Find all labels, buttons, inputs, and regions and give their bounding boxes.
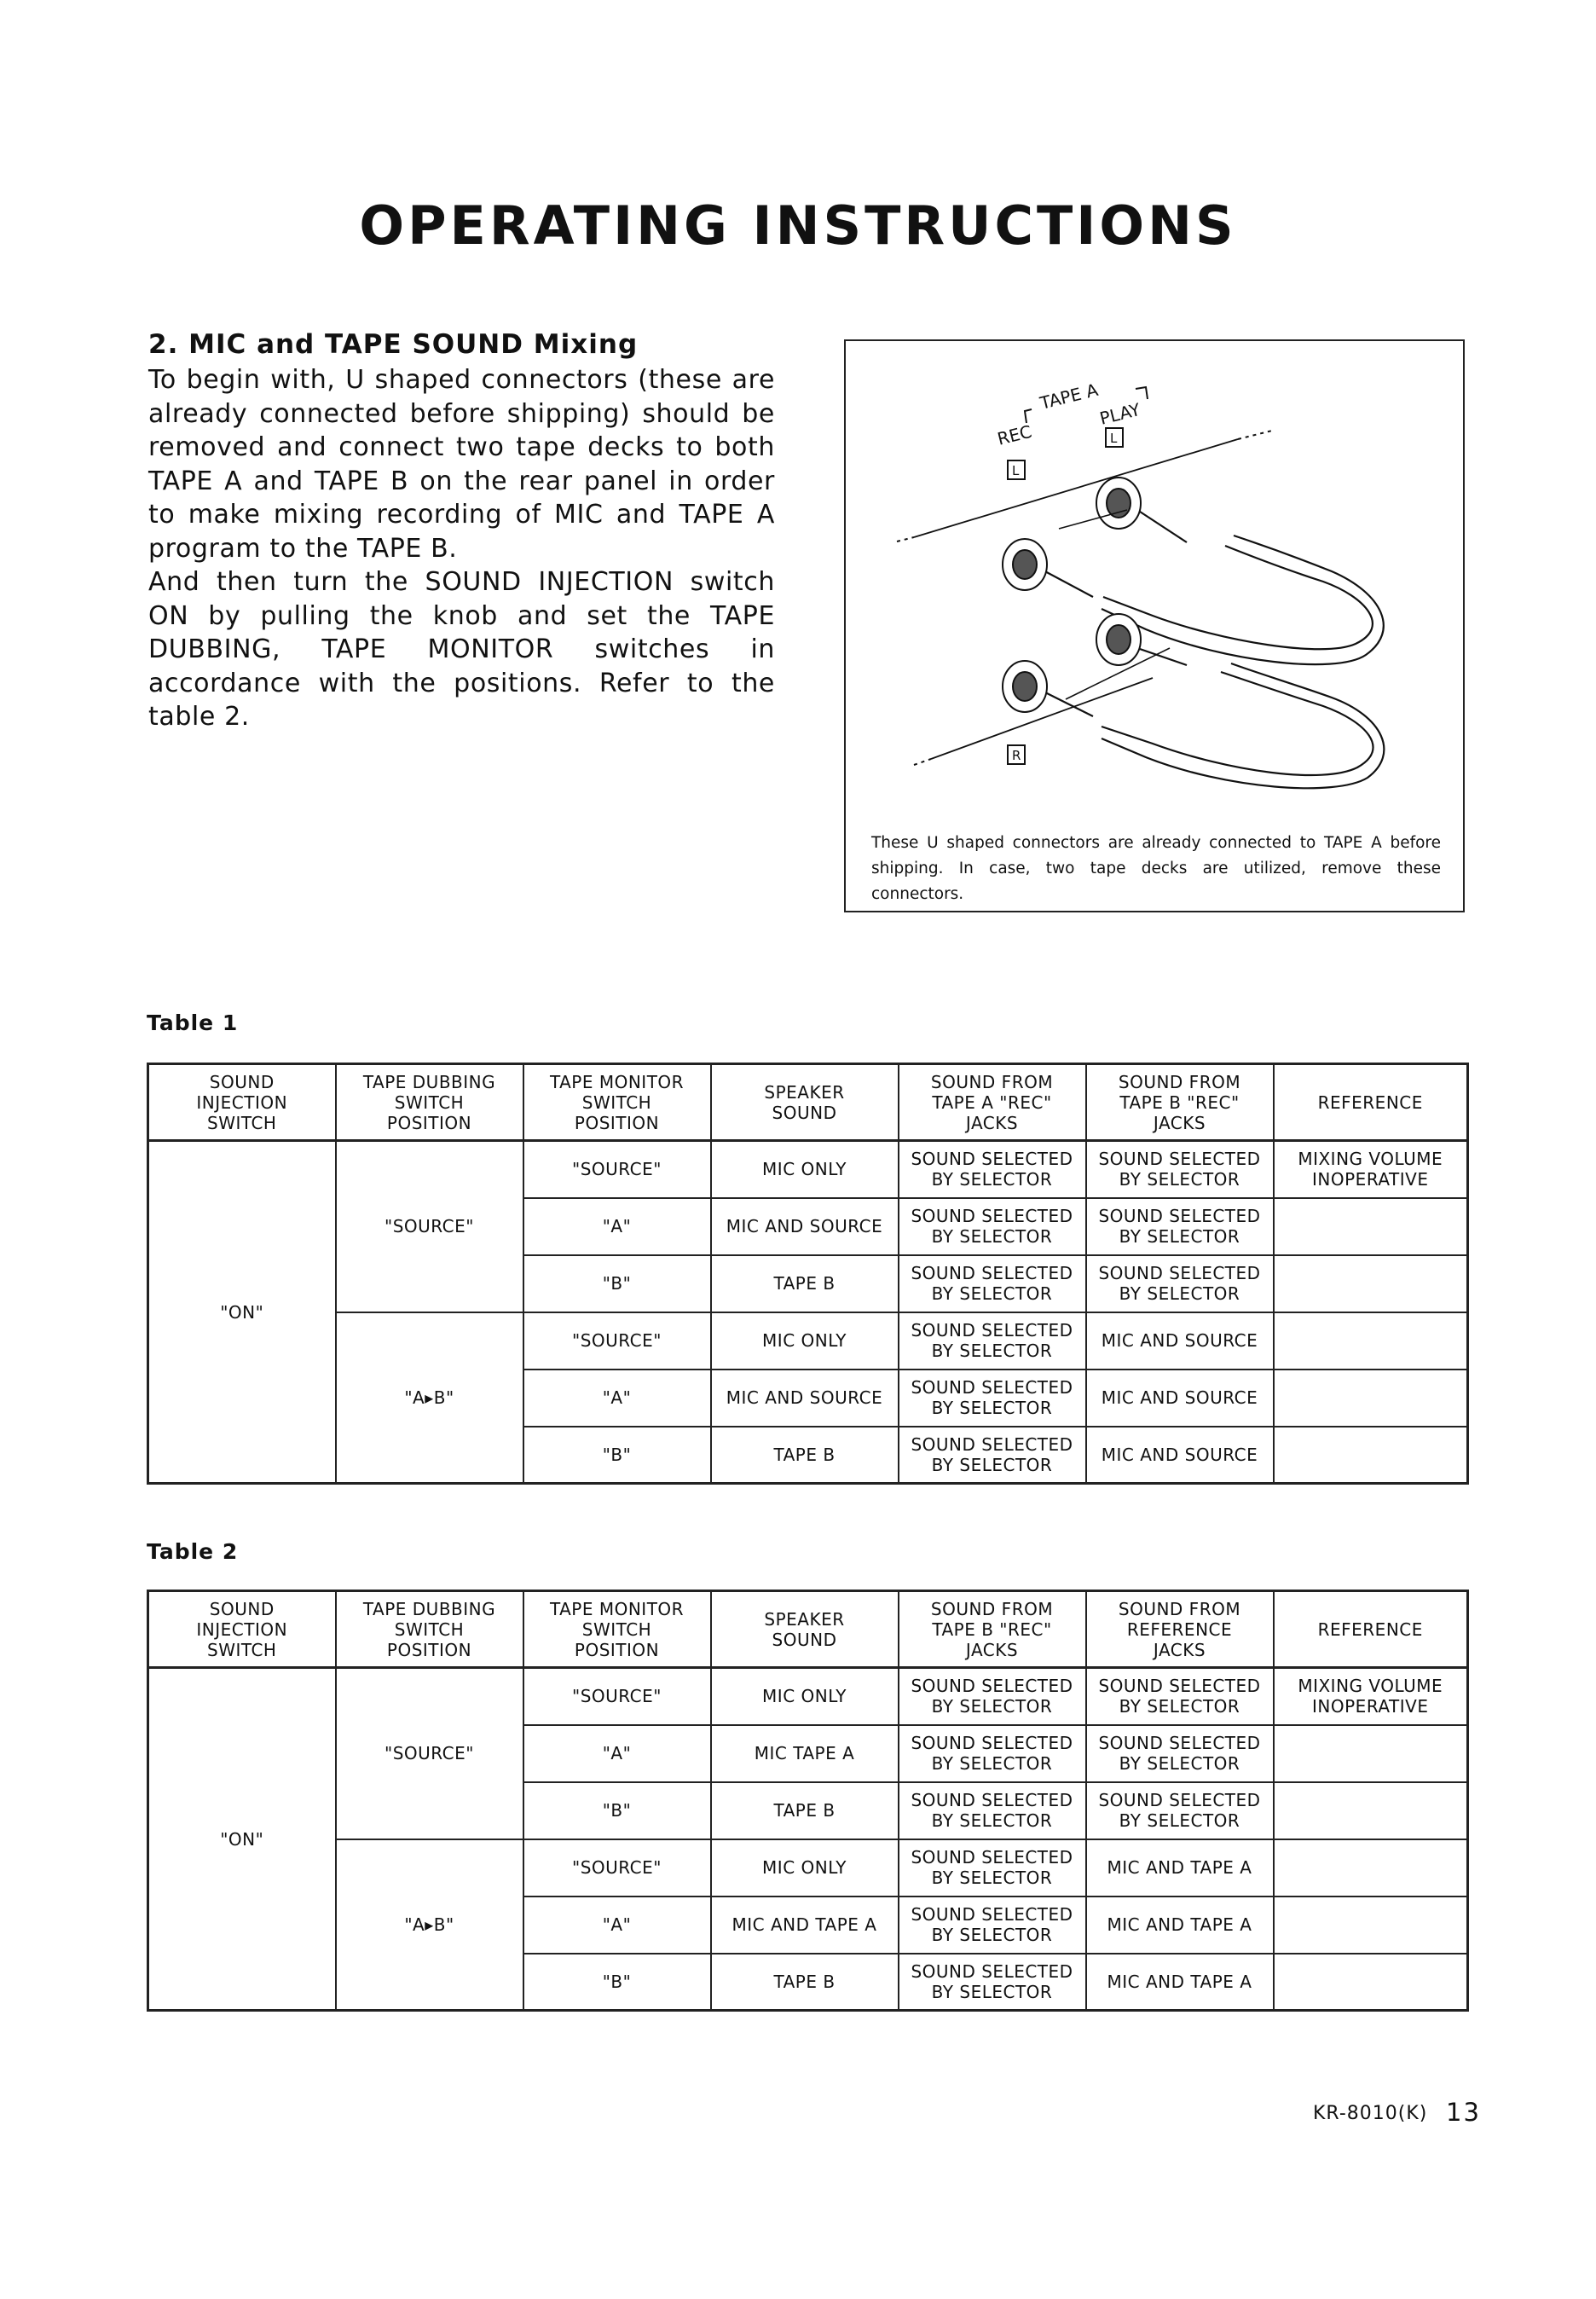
l-label-rec: L	[1012, 463, 1020, 478]
header-sound-from-b: SOUND FROM TAPE B "REC" JACKS	[899, 1591, 1086, 1668]
speaker-cell: TAPE B	[711, 1255, 899, 1312]
monitor-cell: "A"	[523, 1725, 711, 1782]
sound-b-cell: SOUND SELECTED BY SELECTOR	[1086, 1725, 1274, 1782]
speaker-cell: TAPE B	[711, 1782, 899, 1839]
table2-label: Table 2	[147, 1539, 239, 1564]
speaker-cell: MIC ONLY	[711, 1839, 899, 1897]
reference-cell	[1274, 1897, 1468, 1954]
injection-cell: "ON"	[148, 1668, 336, 2011]
sound-b-cell: MIC AND TAPE A	[1086, 1839, 1274, 1897]
sound-a-cell: SOUND SELECTED BY SELECTOR	[899, 1782, 1086, 1839]
speaker-cell: MIC TAPE A	[711, 1725, 899, 1782]
header-reference: REFERENCE	[1274, 1064, 1468, 1141]
monitor-cell: "A"	[523, 1897, 711, 1954]
sound-b-cell: SOUND SELECTED BY SELECTOR	[1086, 1141, 1274, 1198]
u-connector-illustration	[846, 341, 1463, 819]
paragraph: To begin with, U shaped connectors (these are already connected before shipping) should be removed and connect two tape decks to both TAPE A and TAPE B on the rear panel in order to make mixing recording of MIC and TAPE A program to the TAPE B.	[148, 365, 775, 564]
speaker-cell: MIC ONLY	[711, 1141, 899, 1198]
dubbing-cell: "A▸B"	[336, 1312, 523, 1484]
reference-cell	[1274, 1725, 1468, 1782]
monitor-cell: "B"	[523, 1255, 711, 1312]
upper-plugs	[1003, 478, 1141, 590]
sound-a-cell: SOUND SELECTED BY SELECTOR	[899, 1370, 1086, 1427]
table-row	[148, 1141, 1468, 1198]
table2	[147, 1590, 1469, 2012]
monitor-cell: "B"	[523, 1782, 711, 1839]
header-sound-injection: SOUND INJECTION SWITCH	[148, 1064, 336, 1141]
l-label-play: L	[1110, 431, 1118, 446]
panel-edge-line	[914, 439, 1238, 537]
header-sound-from-reference: SOUND FROM REFERENCE JACKS	[1086, 1591, 1274, 1668]
sound-a-cell: SOUND SELECTED BY SELECTOR	[899, 1839, 1086, 1897]
section-heading: 2. MIC and TAPE SOUND Mixing	[148, 329, 639, 360]
sound-b-cell: SOUND SELECTED BY SELECTOR	[1086, 1198, 1274, 1255]
header-sound-from-b: SOUND FROM TAPE B "REC" JACKS	[1086, 1064, 1274, 1141]
sound-a-cell: SOUND SELECTED BY SELECTOR	[899, 1141, 1086, 1198]
sound-a-cell: SOUND SELECTED BY SELECTOR	[899, 1255, 1086, 1312]
monitor-cell: "A"	[523, 1370, 711, 1427]
sound-b-cell: SOUND SELECTED BY SELECTOR	[1086, 1782, 1274, 1839]
reference-cell	[1274, 1839, 1468, 1897]
page-title: OPERATING INSTRUCTIONS	[359, 194, 1237, 257]
reference-cell: MIXING VOLUME INOPERATIVE	[1274, 1668, 1468, 1725]
section-body	[148, 363, 775, 734]
speaker-cell: MIC ONLY	[711, 1312, 899, 1370]
table-header-row	[148, 1064, 1468, 1141]
dubbing-cell: "SOURCE"	[336, 1668, 523, 1839]
lower-u-connector	[1042, 648, 1384, 788]
header-sound-from-a: SOUND FROM TAPE A "REC" JACKS	[899, 1064, 1086, 1141]
sound-b-cell: SOUND SELECTED BY SELECTOR	[1086, 1255, 1274, 1312]
rec-label: REC	[995, 420, 1034, 449]
figure-caption: These U shaped connectors are already connected to TAPE A before shipping. In case, two tape decks are utilized, remove these connectors.	[871, 834, 1441, 903]
header-reference: REFERENCE	[1274, 1591, 1468, 1668]
reference-cell	[1274, 1370, 1468, 1427]
header-tape-dubbing: TAPE DUBBING SWITCH POSITION	[336, 1591, 523, 1668]
sound-a-cell: SOUND SELECTED BY SELECTOR	[899, 1897, 1086, 1954]
model-number: KR-8010(K)	[1313, 2103, 1428, 2124]
table-row	[148, 1839, 1468, 1897]
sound-b-cell: MIC AND SOURCE	[1086, 1427, 1274, 1484]
sound-b-cell: MIC AND TAPE A	[1086, 1897, 1274, 1954]
reference-cell	[1274, 1198, 1468, 1255]
monitor-cell: "A"	[523, 1198, 711, 1255]
upper-u-connector	[1042, 510, 1384, 664]
sound-b-cell: MIC AND SOURCE	[1086, 1370, 1274, 1427]
sound-a-cell: SOUND SELECTED BY SELECTOR	[899, 1668, 1086, 1725]
connector-figure	[844, 339, 1465, 912]
table-row	[148, 1668, 1468, 1725]
table1-label: Table 1	[147, 1011, 239, 1035]
reference-cell	[1274, 1427, 1468, 1484]
reference-cell	[1274, 1255, 1468, 1312]
r-label: R	[1012, 748, 1021, 763]
sound-b-cell: MIC AND SOURCE	[1086, 1312, 1274, 1370]
monitor-cell: "SOURCE"	[523, 1141, 711, 1198]
dubbing-cell: "A▸B"	[336, 1839, 523, 2011]
tape-a-bracket-right	[1136, 387, 1148, 399]
speaker-cell: TAPE B	[711, 1954, 899, 2011]
reference-cell	[1274, 1782, 1468, 1839]
header-tape-monitor: TAPE MONITOR SWITCH POSITION	[523, 1064, 711, 1141]
lower-plugs	[1003, 614, 1141, 712]
sound-a-cell: SOUND SELECTED BY SELECTOR	[899, 1312, 1086, 1370]
sound-b-cell: SOUND SELECTED BY SELECTOR	[1086, 1668, 1274, 1725]
tape-a-label: TAPE A	[1038, 379, 1101, 414]
monitor-cell: "B"	[523, 1954, 711, 2011]
paragraph: And then turn the SOUND INJECTION switch ON by pulling the knob and set the TAPE DUBBING, TAPE MONITOR switches in accordance with the positions. Refer to the table 2.	[148, 567, 775, 732]
sound-a-cell: SOUND SELECTED BY SELECTOR	[899, 1198, 1086, 1255]
page-number: 13	[1446, 2098, 1481, 2127]
table1	[147, 1063, 1469, 1485]
sound-a-cell: SOUND SELECTED BY SELECTOR	[899, 1725, 1086, 1782]
sound-a-cell: SOUND SELECTED BY SELECTOR	[899, 1954, 1086, 2011]
header-tape-monitor: TAPE MONITOR SWITCH POSITION	[523, 1591, 711, 1668]
header-sound-injection: SOUND INJECTION SWITCH	[148, 1591, 336, 1668]
injection-cell: "ON"	[148, 1141, 336, 1484]
monitor-cell: "SOURCE"	[523, 1839, 711, 1897]
dubbing-cell: "SOURCE"	[336, 1141, 523, 1312]
reference-cell: MIXING VOLUME INOPERATIVE	[1274, 1141, 1468, 1198]
speaker-cell: MIC ONLY	[711, 1668, 899, 1725]
header-speaker-sound: SPEAKER SOUND	[711, 1591, 899, 1668]
sound-b-cell: MIC AND TAPE A	[1086, 1954, 1274, 2011]
sound-a-cell: SOUND SELECTED BY SELECTOR	[899, 1427, 1086, 1484]
speaker-cell: TAPE B	[711, 1427, 899, 1484]
header-tape-dubbing: TAPE DUBBING SWITCH POSITION	[336, 1064, 523, 1141]
play-label: PLAY	[1097, 398, 1142, 429]
header-speaker-sound: SPEAKER SOUND	[711, 1064, 899, 1141]
reference-cell	[1274, 1312, 1468, 1370]
table-row	[148, 1312, 1468, 1370]
speaker-cell: MIC AND SOURCE	[711, 1198, 899, 1255]
monitor-cell: "SOURCE"	[523, 1668, 711, 1725]
monitor-cell: "SOURCE"	[523, 1312, 711, 1370]
reference-cell	[1274, 1954, 1468, 2011]
speaker-cell: MIC AND SOURCE	[711, 1370, 899, 1427]
monitor-cell: "B"	[523, 1427, 711, 1484]
speaker-cell: MIC AND TAPE A	[711, 1897, 899, 1954]
table-header-row	[148, 1591, 1468, 1668]
